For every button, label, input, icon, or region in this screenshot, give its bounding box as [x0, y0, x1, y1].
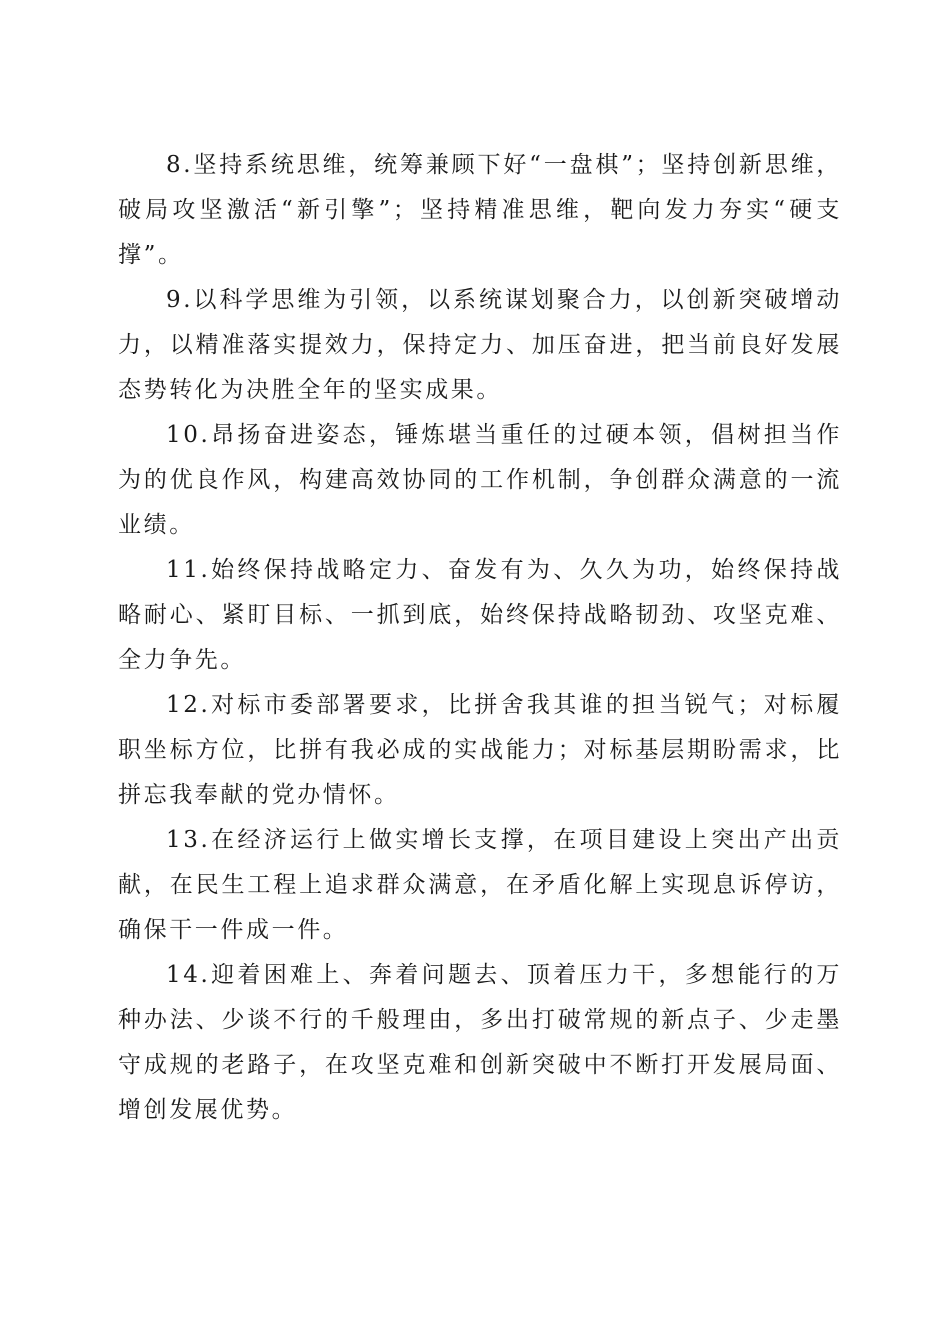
paragraph-9: 9.以科学思维为引领，以系统谋划聚合力，以创新突破增动力，以精准落实提效力，保持定力、加压奋进，把当前良好发展态势转化为决胜全年的坚实成果。: [118, 287, 842, 403]
paragraph-13: 13.在经济运行上做实增长支撑，在项目建设上突出产出贡献，在民生工程上追求群众满意，在矛盾化解上实现息诉停访，确保干一件成一件。: [118, 827, 842, 943]
document-body: [118, 143, 842, 1133]
paragraph-11: 11.始终保持战略定力、奋发有为、久久为功，始终保持战略耐心、紧盯目标、一抓到底，始终保持战略韧劲、攻坚克难、全力争先。: [118, 557, 842, 673]
paragraph-10: 10.昂扬奋进姿态，锤炼堪当重任的过硬本领，倡树担当作为的优良作风，构建高效协同的工作机制，争创群众满意的一流业绩。: [118, 422, 842, 538]
paragraph-8: 8.坚持系统思维，统筹兼顾下好“一盘棋”；坚持创新思维，破局攻坚激活“新引擎”；坚持精准思维，靶向发力夯实“硬支撑”。: [118, 152, 842, 268]
paragraph-12: 12.对标市委部署要求，比拼舍我其谁的担当锐气；对标履职坐标方位，比拼有我必成的实战能力；对标基层期盼需求，比拼忘我奉献的党办情怀。: [118, 692, 842, 808]
paragraph-14: 14.迎着困难上、奔着问题去、顶着压力干，多想能行的万种办法、少谈不行的千般理由，多出打破常规的新点子、少走墨守成规的老路子，在攻坚克难和创新突破中不断打开发展局面、增创发展优势。: [118, 962, 842, 1123]
